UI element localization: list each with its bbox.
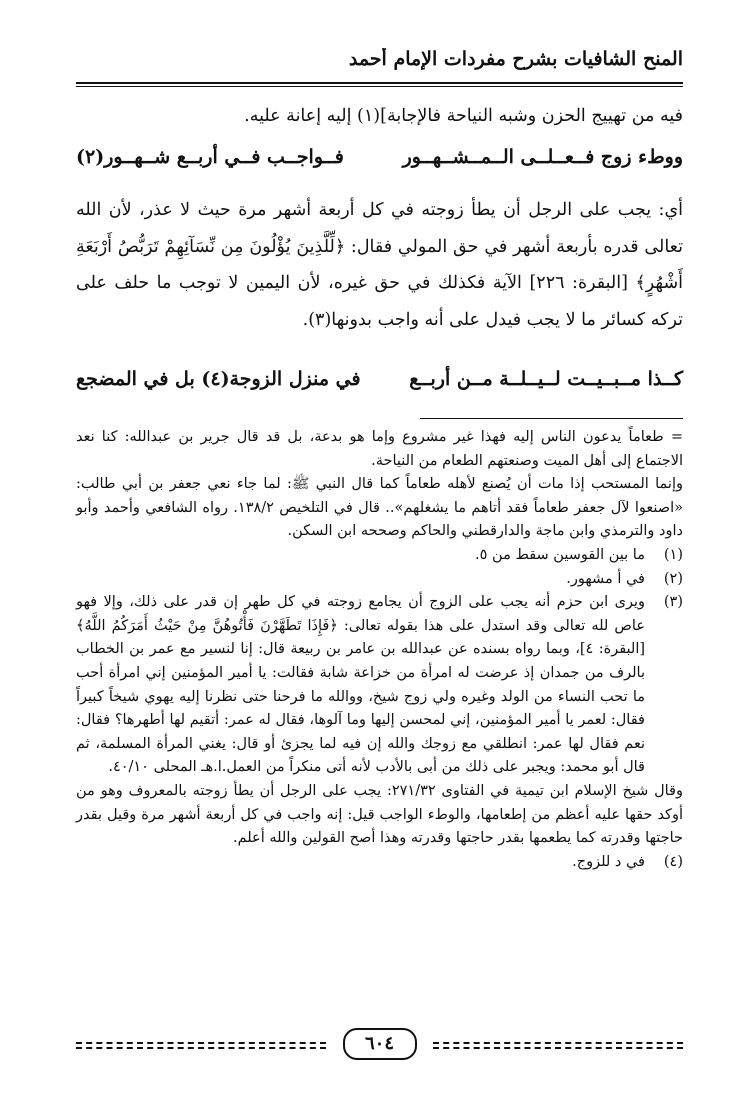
footnote-marker: (١): [663, 546, 683, 563]
header-rule: [76, 82, 683, 84]
footer-rule-left: [76, 1042, 326, 1044]
footnote-marker: (٣): [663, 594, 683, 611]
footnote-text: في د للزوج.: [572, 853, 645, 870]
footnote-text: ما بين القوسين سقط من ٥.: [475, 546, 645, 563]
page-number: ٦٠٤: [343, 1028, 417, 1060]
commentary-paragraph: أي: يجب على الرجل أن يطأ زوجته في كل أربعة أشهر مرة حيث لا عذر، لأن الله تعالى قدره بأربعة أشهر في حق المولي فقال: ﴿لِّلَّذِينَ يُؤْلُونَ مِن نِّسَآئِهِمْ تَرَبُّصُ أَرْبَعَةِ أَشْهُرٍ﴾ [البقرة: ٢٢٦] الآية فكذلك في حق غيره، لأن اليمين لا توجب ما حلف على تركه كسائر ما لا يجب فيدل على أنه واجب بدونها(٣).: [76, 200, 683, 330]
footer-rule-right-lower: [433, 1047, 683, 1049]
footnote-continuation: وإنما المستحب إذا مات أن يُصنع لأهله طعاماً كما قال النبي ﷺ: لما جاء نعي جعفر بن أبي طالب: «اصنعوا لآل جعفر طعاماً فقد أتاهم ما يشغلهم».. قال في التلخيص ١٣٨/٢. رواه الشافعي وأحمد وأبو داود والترمذي وابن ماجة والدارقطني والحاكم وصححه ابن السكن.: [76, 476, 683, 540]
footnote-3: [76, 591, 683, 851]
verse-line-2: [76, 368, 683, 408]
footnote-text: وقال شيخ الإسلام ابن تيمية في الفتاوى ٢٧١/٣٢: يجب على الرجل أن يطأ زوجته بالمعروف وهو من أوكد حقها عليه أعظم من إطعامها، والوطء الواجب قيل: إنه واجب في كل أربعة أشهر مرة وقيل بقدر حاجتها وقدرته كما يطعمها بقدر حاجتها وقدرته وهذا أصح القولين والله أعلم.: [76, 782, 683, 847]
footnotes: [76, 426, 683, 874]
verse-1-second-hemistich: فــواجــب فــي أربــع شــهــور(٢): [76, 146, 344, 168]
footnote-text: ويرى ابن حزم أنه يجب على الزوج أن يجامع زوجته في كل طهر إن قدر على ذلك، وإلا فهو عاص لله تعالى وقد استدل على هذا بقوله تعالى: ﴿فَإِذَا تَطَهَّرْنَ فَأْتُوهُنَّ مِنْ حَيْثُ أَمَرَكُمُ اللَّهُ﴾ [البقرة: ٤]، وبما رواه بسنده عن عبدالله بن عامر بن ربيعة قال: إنا لنسير مع عمر بن الخطاب بالرف من جمدان إذ عرضت له امرأة من خزاعة شابة فقالت: يا أمير المؤمنين إني امرأة أحب ما تحب النساء من الولد وغيره ولي زوج شيخ، ووالله ما فرحنا حتى نظرنا إليه يهوي شيخاً كبيراً فقال: لعمر يا أمير المؤمنين، إني لمحسن إليها وما آلوها، فقال له عمر: أتقيم لها أطهرها؟ فقال: نعم فقال لها عمر: انطلقي مع زوجك والله إن فيه لما يجزئ أو قال: يغني المرأة المسلمة، ثم قال أبو محمد: ويجبر على ذلك من أبى بالأدب لأنه أتى منكراً من العمل.ا.هـ المحلى ٤٠/١٠.: [76, 594, 646, 776]
verse-2-first-hemistich: كــذا مــبــيــت لــيــلــة مــن أربــع: [409, 368, 683, 390]
header-rule-thin: [76, 86, 683, 87]
verse-1-first-hemistich: ووطء زوج فــعــلــى الــمــشــهــور: [402, 146, 683, 168]
footnote-1: [76, 544, 683, 568]
page-footer: [76, 1028, 683, 1058]
footnote-marker: (٢): [663, 570, 683, 587]
top-line: فيه من تهييج الحزن وشبه النياحة فالإجابة](١) إليه إعانة عليه.: [244, 106, 683, 126]
footnote-continuation: = طعاماً يدعون الناس إليه فهذا غير مشروع وإما هو بدعة، بل قد قال جرير بن عبدالله: كنا نعد الاجتماع إلى أهل الميت وصنعتهم الطعام من النياحة.: [76, 429, 683, 469]
verse-line-1: [76, 146, 683, 186]
footnote-4: [76, 851, 683, 875]
footnote-marker: (٤): [663, 853, 683, 870]
footer-rule-right: [433, 1042, 683, 1044]
footer-rule-left-lower: [76, 1047, 326, 1049]
footnote-text: في أ مشهور.: [566, 570, 645, 587]
verse-2-second-hemistich: في منزل الزوجة(٤) بل في المضجع: [76, 368, 361, 390]
running-head: المنح الشافيات بشرح مفردات الإمام أحمد: [348, 48, 683, 70]
footnote-2: [76, 568, 683, 592]
footnote-separator: [420, 418, 683, 419]
